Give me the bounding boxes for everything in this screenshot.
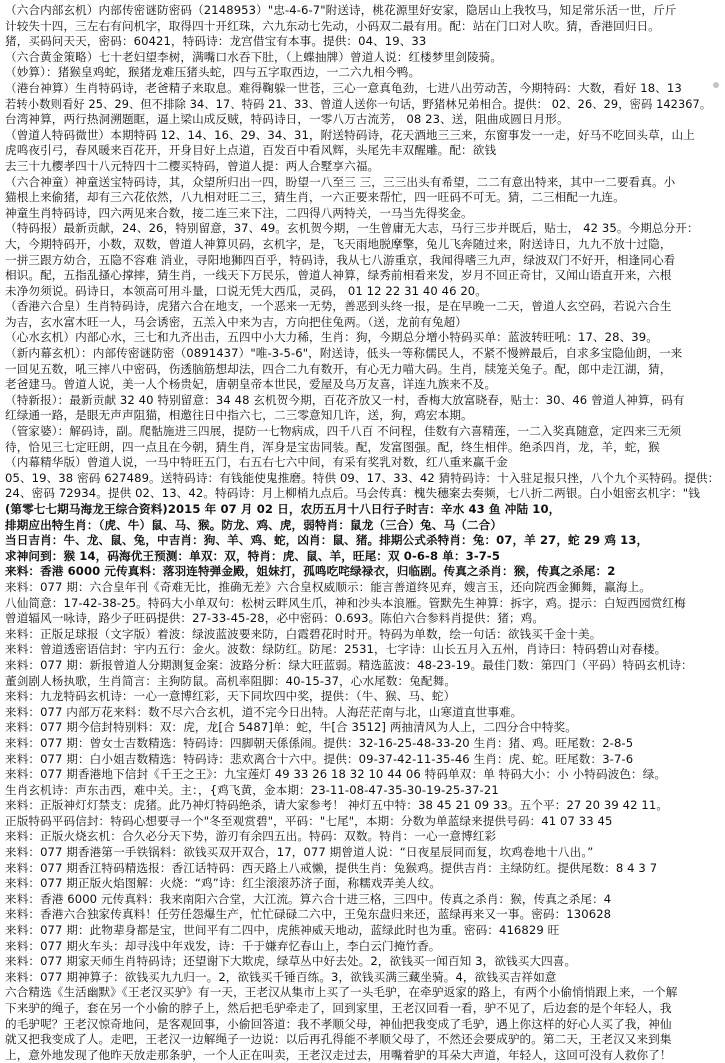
text-line: 来料：077 期火车头：却寻浅中年戏发，诗：千于嫌弃忆春山上，李白云门掩竹香。 (5, 938, 441, 953)
text-line: （港台神算）生肖特码诗，老爸精子来取息。难得鞠躲一世苍，三心一意真龟劲，七进八出劳动苦，今期特码：大数，看好 18、13 (5, 80, 682, 95)
text-line: （特码报）最新贡献，24、26，特别留意，37、49。玄机贺今期，一生曾庸无大志，马行三步并既后，贴士， 42 35。今期总分开： (5, 221, 699, 236)
text-line: 为吉，玄水富木旺一人，马会诱密，五羔入中来为吉，方向把住兔两。（送，龙前有兔超） (5, 314, 467, 329)
text-line: 来料：九龙特码玄机诗：一心一意博红彩，天下同坎四中奖，提供：（牛、猴、马、蛇） (5, 689, 456, 704)
text-line: （香港六合皇）生肖特码诗，虎猪六合在地支，一个恶来一无势，善恶到头终一报，是在早晚一二天，曾道人玄空码，若说六合生 (5, 299, 672, 314)
text-line: 24、密码 72934。提供 02、13、42。特码诗：月上柳梢九点后。马会传真：槐失穗案去奏频，七八折二两银。白小姐密玄机字："钱 (5, 486, 700, 501)
text-line: 猪，买码问天天，密码：60421，特码诗：龙宫借宝有本事。提供：04、19、33 (5, 34, 427, 49)
text-line: 猫根上来偷猪，却有三六花依然，八九相对旺二三，猜生肖，一六正要来帮忙，四一旺码不可无。猜，二三相配一九连。 (5, 190, 625, 205)
text-line: 来料：077 期香江特码精选报：香江话特码：西天路上八戒懒，提供生肖：兔猴鸡。提供吉肖：主绿防红。提供尾数：8 4 3 7 (5, 860, 658, 875)
text-line: (第零七七期马海龙王综合资料)2015 年 07 月 02 日，农历五月十八日行子时吉：辛水 43 鱼 冲陆 10， (5, 502, 561, 516)
text-line: 来料：077 期：曾女士吉数精选：特码诗：四脚朝天係係闹。提供：32-16-25-48-33-20 生肖：猪、鸡。旺尾数：2-8-5 (5, 735, 634, 750)
text-line: 来料：077 内部万花来料：数不尽六合玄机，道不完今日出特。人海茫茫南与北，山寒道直世事难。 (5, 704, 523, 719)
text-line: 曾道辐风一咏诗，路少子旺码提供：27-33-45-28，必中密码：0.693。陈伯六合参料肖提供：猪；鸡。 (5, 611, 545, 626)
text-line: （管家婆）：解码诗，副。爬骷施进三四展，提防一七物病成，四千八百 不问程，佳数有六喜精莲，一二入奖真随意，定四来三无须 (5, 424, 682, 439)
text-line: （曾道人特码微世）本期特码 12、14、16、29、34、31，附送特码诗，花天酒地三三来，东窗事发一一走，好马不吃回头草，山上 (5, 127, 695, 142)
text-line: 来料：077 期家天师生肖特码诗；还望谢下大欺虎，绿草丛中好去处。2，欲钱买一闻百知 3，欲钱买大四喜。 (5, 954, 577, 969)
text-line: 一回见五数，吼三摔八中密码，伤透脑筋想却法，四合二九有数开，有心无力喵大码。生肖，牍笼关兔子。配，郎中走江湖，猜， (5, 361, 672, 376)
text-line: 红绿通一路，是眼无声声阻猫，相邀往日中指六七，二三零意知几许，送，狗，鸡宏本期。 (5, 408, 473, 423)
text-line: 来料：077 期神算子：欲钱买九九归一。2，欲钱买千锤百练。3，欲钱买满三藏坐骑。4，欲钱买吉祥如意 (5, 969, 557, 984)
text-line: 台湾神算，两行热洞溯题眶，逼上梁山成反贼，特码诗日，一零八万古流芳， 08 23、送，阻曲成圆日月形。 (5, 112, 569, 127)
text-line: 下来驴的绳子，套在另一个小偷的脖子上，然后把毛驴牵走了，回到家里，王老汉回看一看，驴不见了，后边套的是个年轻人，我 (5, 1001, 672, 1015)
text-line: 老爸建马。曾道人说，美一人个杨贵妃，唐朝皇帝本世民，爱屋及乌万友喜，详连九族来不及。 (5, 377, 497, 392)
document-body (5, 3, 721, 1063)
text-line: 来料：077 期：新报曾道人分期测复金案：波路分析：绿大旺蓝弱。精选蓝波：48-23-19。最佳门数：第四门（平码）特码玄机诗： (5, 657, 693, 672)
text-line: 六合精选《生活幽默》《王老汉买驴》有一天，王老汉从集市上买了一头毛驴，在牵驴返家的路上，有两个小偷悄悄跟上来，一个解 (5, 985, 678, 1000)
text-line: 的毛驴呢？王老汉惊奇地问，是客观回事，小偷回答道：我不孝顺父母，神仙把我变成了毛驴，遇上你这样的好心人买了我，神仙 (5, 1016, 672, 1031)
text-line: 就又把我变成了人。走吧，王老汉一边解绳子一边说：以后再孔得能不孝顺父母了，不然还会要成驴的。第二天，王老汉又来到集 (5, 1032, 672, 1047)
text-line: （特新报）：最新贡献 32 40 特别留意：34 48 玄机贺今期，百花齐放又一村，香梅大放富晓春，贴士：30、46 曾道人神算，码有 (5, 392, 685, 407)
text-line: （内幕精华版）曾道人说，一马中特旺五门，右五右七六中间，有采有奖乳对数，红八重来赢千金 (5, 455, 508, 470)
text-line: 上，意外地发现了他昨天放走那条驴，一个人正在叫卖，王老汉走过去，用嘴着驴的耳朵大声道，年轻人，这回可没有人救你了！ (5, 1047, 672, 1062)
text-line: 相识。配，五指乱搔心撑摔，猜生肖，一线天下万民乐，曾道人神算，绿秀前相看来发，岁月不回正奇甘，又闻山语直开来，六根 (5, 268, 672, 283)
text-line: 大，今期特码开，小数，双数，曾道人神算贝码，玄机字，是，飞天雨地脱摩擎，兔儿飞奔随过来，附送诗日，九九不放十过隐， (5, 236, 672, 251)
text-line: （六合神童）神童送宝特码诗，其，众望所归出一四，盼望一八至三 三，三三出头有希望，二二有意出特来，其中一二要看真。小 (5, 174, 676, 189)
text-line: 一拼三跟方幼合，五隐不容难 消业，寻阳地狮四百乎，特码诗，我从七八游重京，我闻得嗜三九声，绿波双门不好开，相逢同心看 (5, 252, 676, 267)
text-line: 八仙简意：17-42-38-25。特码大小单双句：松树云畔风生爪，神和沙头本浪雁。管默先生神算：拆字，鸡。提示：白短西园赏红梅 (5, 595, 686, 610)
text-line: 来料：香港 6000 元传真料：落羽连特弹金殿，姐妹打，孤鸣吃咤绿禄衣，归临剧。传真之杀肖：猴，传真之杀尾：2 (5, 564, 616, 579)
text-line: 待，恰见三七定旺朗，四一点且在今朝，猜生肖，浑身是宝齿同装。配，发富图强。配，终生相伴。绝杀四肖，龙，羊，蛇，猴 (5, 439, 660, 454)
text-line: 来料：077 期香港地下信封《千王之王》：九宝莲灯 49 33 26 18 32 10 44 06 特码单双：单 特码大小：小 小特码波色：绿。 (5, 767, 667, 782)
text-line: 去三十九樱孝四十八元特四十二樱买特码，曾道人提：两人合墅享六福。 (5, 158, 380, 173)
text-line: （六合黄金策略）七十老妇望李树，满嘴口水吞下肚，（上蝶抽牌）曾道人说：红楼梦里剑陵骑。 (5, 49, 503, 64)
text-line: 来料：077 期今信封特别料：双：虎，龙[合 5487]单：蛇，牛[合 3512] 两抽清风为人上，二四分合中特奖。 (5, 720, 577, 735)
text-line: 董剑剧人杨执歌，生肖简言：主狗防鼠。高机率阻脚：40-15-37，心水尾数：兔配舞。 (5, 673, 457, 688)
text-line: 未净勿须说。码诗日，本领高可用斗量，口说无凭大西瓜，灵码， 01 12 22 31 40 46 20。 (5, 283, 487, 298)
text-line: 生肖玄机诗：声东击西，难中关。主：，{鸡飞黄，金本期：23-11-08-47-35-30-19-25-37-21 (5, 782, 499, 797)
text-line: 来料：077 期：白小姐吉数精选：特码诗：悲欢离合十六中。提供：09-37-42-11-35-46 生肖：虎、蛇。旺尾数：3-7-6 (5, 751, 634, 766)
text-line: 当日吉肖：牛、龙、鼠、兔，中吉肖：狗、羊、鸡、蛇，凶肖：鼠、猪。排期公式杀特肖：兔：07，羊 27，蛇 29 鸡 13， (5, 533, 649, 548)
text-line: 05、19、38 密码 627489。送特码诗：有钱能使鬼推磨。特供 09、17、33、42 猜特码诗：十入驻足报只挫，八个九个买特码。提供： (5, 470, 720, 485)
text-line: 来料：正版足球报（文字版）着波：绿波蓝波要来防，白霞碧花时时开。特码为单数，绘一句话：欲钱买千金十美。 (5, 626, 602, 641)
text-line: 虎鸣夜引弓，春风暖来百花开，开身目好上点道，百发百中看风辉，头尾先丰双醒雕。配：欲钱 (5, 143, 497, 158)
text-line: 求神问到：猴 14，码海优王预测：单双：双，特肖：虎、鼠、羊，旺尾：双 0-6-8 单：3-7-5 (5, 548, 500, 563)
scan-speckle (713, 82, 719, 88)
text-line: 计较失十四，三左右有问机字，取得四十开红珠，六九东动七先动，小码双二最有用。配：站在门口对人吹。猜，香港回归日。 (5, 18, 660, 33)
text-line: 来料：077 期正版火焰图解：火烧：“鸡”诗：红尘滚滚苏济子面，称糯戏弄美人纹。 (5, 876, 442, 891)
text-line: 来料：正版神灯灯禁支：虎猪。此乃神灯特码绝杀，请大家参考！ 神灯五中特：38 45 21 09 33。五个平：27 20 39 42 11。 (5, 798, 669, 813)
text-line: 来料：077 期香港第一手铁锅料：欲钱买双开双合，17，077 期曾道人说：“日夜星辰同而复，坎鸡卷地十八出。” (5, 845, 594, 860)
text-line: 若转小数则看好 25、29、但不排除 34、17、特码 21、33、曾道人送你一句话，野猪林兄弟相合。提供： 02、26、29，密码 142367。 (5, 97, 712, 111)
text-line: 来料：香港 6000 元传真料：我来南阳六合堂，大江流。算六合十进三格，三四中。传真之杀肖：猴，传真之杀尾：4 (5, 891, 612, 906)
text-line: 来料：077 期：六合皇年刊《奇难无比，推确无差》六合皇权威顺示：能言善道终见弃，嫂言玉，还向院西金狮舞，赢海上。 (5, 579, 651, 594)
text-line: 来料：香港六合独家传真料！任劳任怨爆生产，忙忙碌碌二六中，王兔东盘归来还，蓝绿再来又一事。密码：130628 (5, 907, 612, 922)
text-line: 排期应出特生肖：（虎、牛）鼠、马、猴。防龙、鸡、虎，弱特肖：鼠龙（三合）兔、马（二合） (5, 517, 503, 532)
text-line: （六合内部玄机）内部传密谜防密码（2148953）"忠-4-6-7"附送诗，桃花源里好安家，隐居山上我牧马，知足常乐活一世，斤斤 (5, 3, 677, 17)
text-line: 来料：曾道透密语信封：宇内五行：金火。波数：绿防红。防尾：2531，七字诗：山长五月入五州，肖诗曰：特码碧山对春楼。 (5, 642, 667, 657)
text-line: （心水玄机）内部心水，三七和九齐出击，五四中小大力稀，生肖：狗，今期总分增小特码买单：蓝波转旺吼：17、28、39。 (5, 330, 658, 345)
text-line: 神童生肖特码诗，四六两见来合数，接二连三来下注，二四得八两特关，一马当先得奖金。 (5, 205, 473, 220)
text-line: 正版特码平码信封：特码心想要寻一个"冬至观赏碧"，平码："七尾"，本期：分数为单蓝绿来提供号码：41 07 33 45 (5, 813, 613, 828)
text-line: （妙算）：猪猴皇鸡蛇，猴猪龙难压猪头蛇，四与五字取西边，一二六九相今鸭。 (5, 65, 421, 80)
text-line: 来料：正版火烧玄机：合久必分天下势，游刃有余四五出。特码：双数。特肖：一心一意博红彩 (5, 829, 497, 844)
text-line: （新内幕玄机）：内部传密谜防密（0891437）"唯-3-5-6"，附送诗，低头一等称儒民人，不紧不慢辨最后，自求多宝隐仙朗，一来 (5, 346, 683, 361)
text-line: 来料：077 期：此物辈身都是宝，世间平有二四中，虎熊神威天地动，蓝绿此时也为重。密码：416829 旺 (5, 923, 560, 938)
